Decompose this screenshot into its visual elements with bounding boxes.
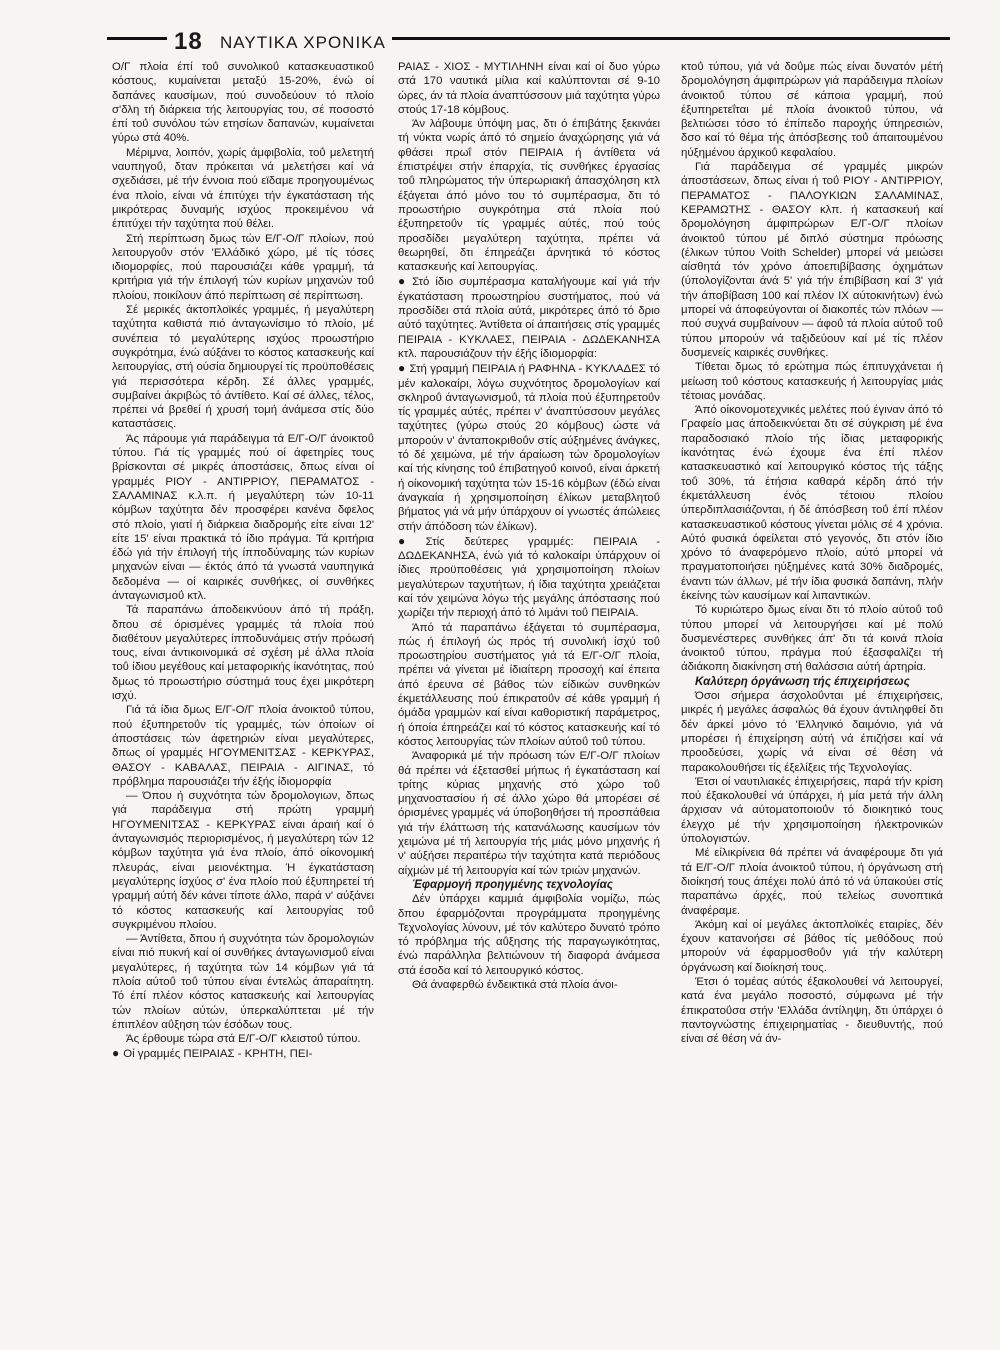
paragraph: Άναφορικά μέ τήν πρόωση τών Ε/Γ-Ο/Γ πλοίων θά πρέπει νά έξετασθεί μήπως ή έγκατάσταση καί τρίτης κύριας μηχανής στό χώρο τοΰ μηχανοστασίου ή σέ άλλο χώρο θά μπορέσει σέ όρισμένες γραμμές νά ύποβοηθήσει τή προσπάθεια γιά τήν έλάττωση τής κατανάλωσης καυσίμων τόν χειμώνα μέ τή λειτουργία τής μιάς μόνο μηχανής ή ν' αύξήσει περαιτέρω τήν ταχύτητα κατά περιόδους αίχμών μέ τή λειτουργία καί τών τριών μηχανών. (398, 750, 660, 877)
header-rule-left (107, 37, 167, 40)
bullet-paragraph (398, 361, 660, 534)
header-rule-right (392, 37, 950, 40)
bullet-text: Οί γραμμές ΠΕΙΡΑΙΑΣ - ΚΡΗΤΗ, ΠΕΙ- (123, 1048, 313, 1061)
paragraph: ΡΑΙΑΣ - ΧΙΟΣ - ΜΥΤΙΛΗΝΗ είναι καί οί δυο γύρω στά 170 ναυτικά μίλια καί καλύπτονται σέ 9-10 ώρες, άν τά πλοία άναπτύσσουν μιά ταχύτητα γύρω στούς 17-18 κόμβους. (398, 61, 660, 116)
bullet-paragraph (398, 534, 660, 621)
paragraph: Γιά παράδειγμα σέ γραμμές μικρών άποστάσεων, δπως είναι ή τοΰ ΡΙΟΥ - ΑΝΤΙΡΡΙΟΥ, ΠΕΡΑΜΑΤΟΣ - ΠΑΛΟΥΚΙΩΝ ΣΑΛΑΜΙΝΑΣ, ΚΕΡΑΜΩΤΗΣ - ΘΑΣΟΥ κλπ. ή κατασκευή καί δρομολόγηση άμφιπρώρων Ε/Γ-Ο/Γ πλοίων άνοικτοΰ τύπου μέ διπλό σύστημα πρόωσης (έλικων τύπου Voith Schelder) μπορεί νά μειώσει αίσθητά τόν χρόνο άποεπιβίβασης όχημάτων (ύπολογίζονται άνά 5' γιά τήν έπιβίβαση καί 3' γιά τήν άποβίβαση 100 καί πλέον ΙΧ αύτοκινήτων) ένώ μπορεί νά άποφεύγονται οί διακοπές τών πλόων — πού συχνά συμβαίνουν — άφοΰ τά πλοία αύτοΰ τοΰ τύπου μπορούν νά ταξιδεύουν καί μέ τίς πλέον δυσμενείς καιρικές συνθήκες. (681, 161, 943, 359)
paragraph: Άκόμη καί οί μεγάλες άκτοπλοϊκές εταιρίες, δέν έχουν κατανοήσει σέ βάθος τίς μεθόδους πού μπορούν νά έφαρμοσθοΰν γιά τήν καλύτερη όργάνωση καί διοίκησή τους. (681, 918, 943, 974)
column-1 (112, 60, 374, 1062)
paragraph: Τά παραπάνω άποδεικνύουν άπό τή πράξη, δπου σέ όρισμένες γραμμές τά πλοία πού διαθέτουν μεγαλύτερες ίπποδυνάμεις στήν πρόωσή τους, είναι άντικοινομικά σέ σχέση μέ άλλα πλοία τοΰ ίδιου μεγέθους καί μεταφορικής ίκανότητας, πού δμως τό προωστήριο σύστημά τους έχει μικρότερη ισχύ. (112, 604, 374, 703)
paragraph: Γιά τά ίδια δμως Ε/Γ-Ο/Γ πλοία άνοικτοΰ τύπου, πού έξυπηρετοΰν τίς γραμμές, τών όποίων οί άποστάσεις τών άφετηριών είναι μεγαλύτερες, δπως οί γραμμές ΗΓΟΥΜΕΝΙΤΣΑΣ - ΚΕΡΚΥΡΑΣ, ΘΑΣΟΥ - ΚΑΒΑΛΑΣ, ΠΕΙΡΑΙΑ - ΑΙΓΙΝΑΣ, τό πρόβλημα παρουσιάζει τήν έξής ίδιομορφία (112, 704, 374, 788)
paragraph: Άν λάβουμε ύπόψη μας, δτι ό έπιβάτης ξεκινάει τή νύκτα νωρίς άπό τό σημείο άναχώρησης γιά νά φθάσει πρωΐ στόν ΠΕΙΡΑΙΑ ή άντίθετα νά έπιστρέψει στήν έπαρχία, τίς συνθήκες έργασίας τοΰ πληρώματος τήν ύπερωριακή άπασχόληση κτλ έξάγεται άπό μόνο του τό συμπέρασμα, δτι τό προωστήριο συγκρότημα στά πλοία πού έξυπηρετοΰν τίς γραμμές αύτές, πού τούς προσδίδει μεγαλύτερη ταχύτητα, πρέπει νά θεωρηθεί, δτι έπηρεάζει άρνητικά τό κόστος κατασκευής καί λειτουργίας. (398, 118, 660, 274)
paragraph: Άς έρθουμε τώρα στά Ε/Γ-Ο/Γ κλειστοΰ τύπου. (126, 1033, 361, 1046)
section-heading: Καλύτερη όργάνωση τής έπιχειρήσεως (695, 674, 910, 688)
bullet-icon: ● (398, 274, 409, 289)
bullet-paragraph (398, 274, 660, 361)
paragraph: — Άντίθετα, δπου ή συχνότητα τών δρομολογιών είναι πιό πυκνή καί οί συνθήκες άνταγωνισμοΰ είναι μεγαλύτερες, ή ταχύτητα τών 14 κόμβων γιά τά πλοία αύτοΰ τοΰ τύπου είναι έντελώς άπαραίτητη. Τό έπί πλέον κόστος κατασκευής καί λειτουργίας τών πλοίων αύτών, ύπερκαλύπτεται μέ τήν έπιπλέον αΰξηση τών έσόδων τους. (112, 933, 374, 1031)
paragraph: Στή περίπτωση δμως τών Ε/Γ-Ο/Γ πλοίων, πού λειτουργοΰν στόν 'Ελλάδικό χώρο, μέ τίς τόσες ιδιομορφίες, πού παρουσιάζει κάθε γραμμή, τά κριτήρια γιά τήν έπιλογή τών κυρίων μηχανών τοΰ πλοίου, ποικίλουν άπό περίπτωση σέ περίπτωση. (112, 232, 374, 302)
paragraph: Μέ είλικρίνεια θά πρέπει νά άναφέρουμε δτι γιά τά Ε/Γ-Ο/Γ πλοία άνοικτοΰ τύπου, ή όργάνωση στή διοίκησή τους άπέχει πολύ άπό τό νά ύπακούει στίς παραπάνω άρχές, πού τελείως συνοπτικά άναφέραμε. (681, 847, 943, 917)
bullet-text: Στίς δεύτερες γραμμές: ΠΕΙΡΑΙΑ - ΔΩΔΕΚΑΝΗΣΑ, ένώ γιά τό καλοκαίρι ύπάρχουν οί ίδιες προϋποθέσεις γιά χρησιμοποίηση πλοίων μεγαλύτερων ταχυτήτων, ή ίδια ταχύτητα χρειάζεται καί τόν χειμώνα λόγω τής μεγάλης άπόστασης πού χωρίζει τήν περιοχή άπό τό λιμάνι τοΰ ΠΕΙΡΑΙΑ. (398, 535, 661, 620)
section-heading: Έφαρμογή προηγμένης τεχνολογίας (412, 877, 613, 891)
paragraph: Έτσι οί ναυτιλιακές έπιχειρήσεις, παρά τήν κρίση πού έξακολουθεί νά ύπάρχει, ή μία μετά τήν άλλη άρχισαν νά αύτοματοποιοΰν τό διοικητικό τους έλεγχο μέ τήν χρησιμοποίηση ήλεκτρονικών ύπολογιστών. (681, 775, 943, 846)
paragraph: Άπό οίκονομοτεχνικές μελέτες πού έγιναν άπό τό Γραφείο μας άποδεικνύεται δτι σέ σύγκριση μέ ένα παραδοσιακό πλοίο τής ίδιας μεταφορικής ίκανότητας ένώ έχουμε ένα έπί πλέον κατασκευαστικό καί λειτουργικό κόστος τής τάξης τοΰ 30%, τά έτήσια καθαρά κέρδη άπό τήν έκμετάλλευση ένός τέτοιου πλοίου ύπερδιπλασιάζονται, ή δέ άπόσβεση τοΰ έπί πλέον κατασκευαστικοΰ κόστους γίνεται μόλις σέ 4 χρόνια. Αύτό φυσικά όφείλεται στό γεγονός, δτι στόν ίδιο χρόνο τό άναφερόμενο πλοίο, αύτό μπορεί νά πραγματοποιήσει ηύξημένες κατά 30% διαδρομές, έναντι τών άλλων, μέ τήν ίδια φυσικά δαπάνη, πλήν έκείνης τών καυσίμων καί λιπαντικών. (681, 404, 943, 602)
bullet-icon: ● (398, 361, 406, 376)
paragraph: Δέν ύπάρχει καμμιά άμφιβολία νομίζω, πώς δπου έφαρμόζονται προγράμματα προηγμένης Τεχνολογίας λύνουν, μέ τόν καλύτερο δυνατό τρόπο τό πρόβλημα τής αΰξησης τής παραγωγικότητας, ένώ παράλληλα βελτιώνουν τή διαφορά άνάμεσα στά έσοδα καί τό λειτουργικό κόστος. (398, 893, 660, 977)
paragraph: Ο/Γ πλοία έπί τοΰ συνολικοΰ κατασκευαστικοΰ κόστους, κυμαίνεται μεταξύ 15-20%, ένώ οί δαπάνες καυσίμων, πού συνοδεύουν τό πλοίο σ'δλη τή διάρκεια τής λειτουργίας του, σέ ποσοστό έπί τοΰ συνόλου τών ετησίων δαπανών, κυμαίνεται γύρω στά 40%. (112, 61, 374, 145)
paragraph: Άπό τά παραπάνω έξάγεται τό συμπέρασμα, πώς ή έπιλογή ώς πρός τή συνολική ίσχύ τοΰ προωστηρίου συστήματος γιά τά Ε/Γ-Ο/Γ πλοία, πρέπει νά γίνεται μέ ίδιαίτερη προσοχή καί έπειτα άπό έρευνα σέ βάθος τών είδικών συνθηκών έκμετάλλευσης πού έπικρατοΰν σέ κάθε γραμμή ή όμάδα γραμμών καί είναι καθοριστική παράμετρος, ή όποία έπηρεάζει καί τό κόστος κατασκευής καί τό κόστος λειτουργίας τών πλοίων αύτοΰ τοΰ τύπου. (398, 621, 660, 748)
paragraph: Σέ μερικές άκτοπλοϊκές γραμμές, ή μεγαλύτερη ταχύτητα καθιστά πιό άνταγωνίσιμο τό πλοίο, μέ συνέπεια τό μεγαλύτερης ισχύος προωστήριο συγκρότημα, ένώ αύξάνει το κόστος κατασκευής καί λειτουργίας, στή ούσία δημιουργεί τίς προϋποθέσεις γιά περισσότερα κέρδη. Σέ άλλες γραμμές, συμβαίνει άκριβώς τό άντίθετο. Καί σέ άλλες, τέλος, πρέπει νά βρεθεί ή χρυσή τομή άνάμεσα στίς δύο καταστάσεις. (112, 304, 374, 431)
paragraph: — Όπου ή συχνότητα τών δρομολογιων, δπως γιά παράδειγμα στή πρώτη γραμμή ΗΓΟΥΜΕΝΙΤΣΑΣ - ΚΕΡΚΥΡΑΣ είναι άραιή καί ό άνταγωνισμός περιορισμένος, ή μεγαλύτερη τών 12 κόμβων ταχύτητα γιά ένα πλοίο, άπό οίκονομική πλευράς, είναι μειονέκτημα. Ή έγκατάσταση μεγαλύτερης ίσχύος σ' ένα πλοίο πού έξυπηρετεί τή γραμμή αύτή δέν κάνει τίποτε άλλο, παρά ν' αύξάνει τό κόστος κατασκευής καί λειτουργίας τοΰ συγκριμένου πλοίου. (112, 790, 374, 931)
bullet-text: Στό ίδιο συμπέρασμα καταλήγουμε καί γιά τήν έγκατάσταση προωστηρίου συστήματος, πού νά προσδίδει στά πλοία αύτά, μικρότερες άπό τό δριο αύτό ταχύτητες. Άντίθετα οί άπαιτήσεις στίς γραμμές ΠΕΙΡΑΙΑ - ΚΥΚΛΑΕΣ, ΠΕΙΡΑΙΑ - ΔΩΔΕΚΑΝΗΣΑ κτλ. παρουσιάζουν τήν έξής ίδιομορφία: (398, 276, 660, 360)
paragraph: Μέριμνα, λοιπόν, χωρίς άμφιβολία, τοΰ μελετητή ναυπηγοΰ, δταν πρόκειται νά μελετήσει καί νά σχεδιάσει, μέ τήν έννοια πού εϊδαμε προηγουμένως ένα πλοίο, είναι νά έπιτύχει τήν έγκατάσταση τής μικρότερας δυναμής ισχύος προκειμένου νά έπιτύχει τήν ταχύτητα πού θέλει. (112, 146, 374, 231)
paragraph: Θά άναφερθώ ένδεικτικά στά πλοία άνοι- (412, 979, 618, 991)
paragraph: Τό κυριώτερο δμως είναι δτι τό πλοίο αύτοΰ τοΰ τύπου μπορεί νά λειτουργήσει καί μέ πολύ δυσμενέστερες συνθήκες άπ' δτι τά κοινά πλοία άνοικτοΰ τύπου, πράγμα πού έξασφαλίζει τή άδιάκοπη διακίνηση στή θαλάσσια αύτή άρτηρία. (681, 604, 943, 674)
page-number: 18 (174, 28, 203, 55)
magazine-title: ΝΑΥΤΙΚΑ ΧΡΟΝΙΚΑ (220, 33, 386, 52)
column-3 (681, 60, 943, 1046)
paragraph: κτοΰ τύπου, γιά νά δοΰμε πώς είναι δυνατόν μέτή δρομολόγηση άμφιπρώρων γιά παράδειγμα πλοίων άνοικτοΰ τύπου σέ κάποια γραμμή, πού έξυπηρετεΐται μέ πλοία άνοικτοΰ τύπου, νά βελτιώσει τόσο τό έπίπεδο παροχής ύπηρεσιών, δσο καί τό θέμα τής άπόσβεσης τοΰ άπαιτουμένου ηύξημένου άρχικοΰ κεφαλαίου. (681, 61, 943, 159)
paragraph: Άς πάρουμε γιά παράδειγμα τά Ε/Γ-Ο/Γ άνοικτοΰ τύπου. Γιά τίς γραμμές πού οί άφετηρίες τους βρίσκονται σέ μικρές άποστάσεις, δπως είναι οί γραμμές ΡΙΟΥ - ΑΝΤΙΡΡΙΟΥ, ΠΕΡΑΜΑΤΟΣ - ΣΑΛΑΜΙΝΑΣ κ.λ.π. ή μεγαλύτερη τών 10-11 κόμβων ταχύτητα δέν προσφέρει κανένα δφελος στό πλοίο, γιατί ή διάρκεια διαδρομής είτε είναι 12' είτε 15' είναι πρακτικά τό ίδιο πράγμα. Τά κριτήρια έδώ γιά τήν έπιλογή τής ίπποδύναμης τών κυρίων μηχανών είναι — έκτός άπό τά γνωστά ναυπηγικά δεδομένα — οί καιρικές συνθήκες, οί συνθήκες άνταγωνισμοΰ κτλ. (112, 432, 374, 602)
paragraph: Όσοι σήμερα άσχολοΰνται μέ έπιχειρήσεις, μικρές ή μεγάλες άσφαλώς θά έχουν άντιληφθεί δτι δέν άρκεί μόνο τό 'Ελληνικό δαιμόνιο, γιά νά μπορέσει ή έπιχείρηση αύτή νά έπιζήσει καί νά προοδεύσει, χωρίς νά είναι σέ θέση νά παρακολουθήσει τίς έξελίξεις τής Τεχνολογίας. (681, 690, 943, 774)
bullet-paragraph (112, 1046, 374, 1061)
bullet-text: Στή γραμμή ΠΕΙΡΑΙΑ ή ΡΑΦΗΝΑ - ΚΥΚΛΑΔΕΣ τό μέν καλοκαίρι, λόγω συχνότητος δρομολογίων καί σκληροΰ άνταγωνισμοΰ, τά πλοία πού έξυπηρετοΰν τίς γραμμές αύτές, πρέπει ν' άναπτύσσουν μεγάλες ταχύτητες (γύρω στούς 20 κόμβους) ώστε νά μπορούν ν' άνταποκριθοΰν στίς αύξημένες άνάγκες, τό δέ χειμώνα, μέ τήν άραίωση τών δρομολογίων καί τής κίνησης τοΰ έπιβατηγοΰ κοινοΰ, είναι άρκετή ή οίκονομική ταχύτητα τών 15-16 κόμβων (έδώ είναι άναγκαία ή χρησιμοποίηση έλίκων μεταβλητοΰ βήματος γιά νά μήν ύπάρχουν οί γνωστές άπώλειες στήν άπόδοση τών έλίκων). (398, 363, 660, 533)
bullet-icon: ● (398, 533, 422, 548)
paragraph: Έτσι ό τομέας αύτός έξακολουθεί νά λειτουργεί, κατά ένα μεγάλο ποσοστό, σύμφωνα μέ τήν έπικρατοΰσα στήν 'Ελλάδα άντίληψη, δτι ύπάρχει ό παντογνώστης έπιχειρηματίας - διευθυντής, πού είναι σέ θέση νά άν- (681, 976, 943, 1046)
bullet-icon: ● (112, 1046, 120, 1061)
paragraph: Τίθεται δμως τό ερώτημα πώς έπιτυγχάνεται ή μείωση τοΰ κόστους κατασκευής ή λειτουργίας μιάς τέτοιας μονάδας. (681, 361, 943, 402)
column-2 (398, 60, 660, 992)
